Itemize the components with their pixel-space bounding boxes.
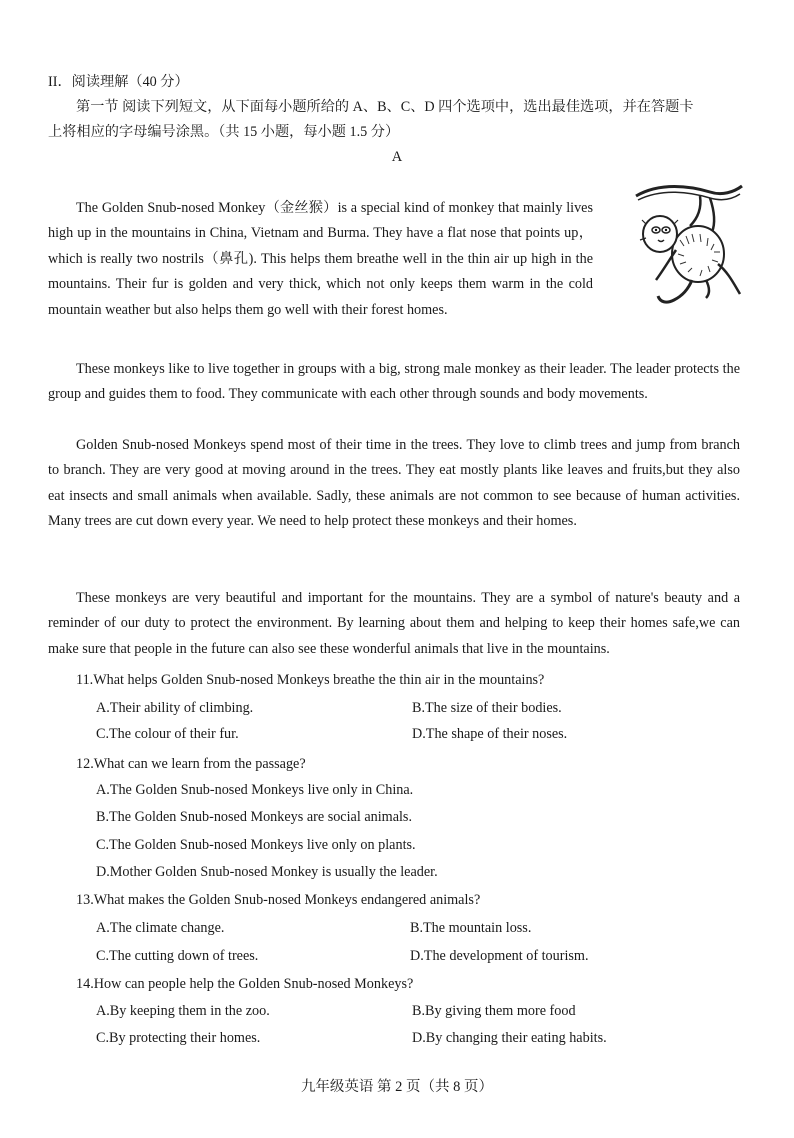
question-13-option-b[interactable]: B.The mountain loss. (410, 920, 532, 936)
question-11-option-a[interactable]: A.Their ability of climbing. (96, 700, 254, 716)
paragraph-1-text: The Golden Snub-nosed Monkey（金丝猴）is a special kind of monkey that mainly lives high up in the mountains in China, Vietnam and Burma. They have a flat nose that points up， which is really two nostrils（鼻孔). This helps them breathe well in the thin air up high in the mountains. Their fur is golden and very thick, which not only keeps them warm in the cold mountain weather but also helps them go well with their forest homes. (48, 200, 593, 318)
question-14-option-d[interactable]: D.By changing their eating habits. (412, 1030, 607, 1046)
section-heading: II．阅读理解（40 分） (48, 74, 189, 90)
paragraph-3-text: Golden Snub-nosed Monkeys spend most of their time in the trees. They love to climb trees and jump from branch to branch. They are very good at moving around in the trees. They eat mostly plants like leaves and fruits,but they also eat insects and small animals when available. Sadly, these animals are not common to see because of human activities. Many trees are cut down every year. We need to help protect these monkeys and their homes. (48, 437, 740, 530)
monkey-illustration (630, 180, 746, 306)
question-11-stem: 11.What helps Golden Snub-nosed Monkeys breathe the thin air in the mountains? (76, 672, 545, 688)
question-13-option-a[interactable]: A.The climate change. (96, 920, 225, 936)
paragraph-2-text: These monkeys like to live together in groups with a big, strong male monkey as their leader. The leader protects the group and guides them to food. They communicate with each other through sounds and body movements. (48, 361, 740, 403)
passage-paragraph-1 (48, 196, 593, 323)
question-14-option-a[interactable]: A.By keeping them in the zoo. (96, 1003, 270, 1019)
question-12-option-a[interactable]: A.The Golden Snub-nosed Monkeys live only in China. (96, 782, 414, 798)
question-12-option-b[interactable]: B.The Golden Snub-nosed Monkeys are social animals. (96, 809, 413, 825)
question-11-option-b[interactable]: B.The size of their bodies. (412, 700, 562, 716)
passage-paragraph-3 (48, 433, 740, 535)
question-13-option-d[interactable]: D.The development of tourism. (410, 948, 589, 964)
passage-label: A (391, 149, 403, 165)
question-13-stem: 13.What makes the Golden Snub-nosed Monkeys endangered animals? (76, 892, 481, 908)
question-14-stem: 14.How can people help the Golden Snub-nosed Monkeys? (76, 976, 414, 992)
question-14-option-c[interactable]: C.By protecting their homes. (96, 1030, 261, 1046)
instruction-line-1: 第一节 阅读下列短文，从下面每小题所给的 A、B、C、D 四个选项中，选出最佳选项，并在答题卡 (76, 99, 694, 115)
passage-paragraph-4 (48, 586, 740, 662)
question-12-stem: 12.What can we learn from the passage? (76, 756, 306, 772)
paragraph-4-text: These monkeys are very beautiful and important for the mountains. They are a symbol of nature's beauty and a reminder of our duty to protect the environment. By learning about them and helping to keep their homes safe,we can make sure that people in the future can also see these wonderful animals that live in the mountains. (48, 590, 740, 657)
question-11-option-d[interactable]: D.The shape of their noses. (412, 726, 568, 742)
page-footer: 九年级英语 第 2 页（共 8 页） (300, 1079, 494, 1095)
question-11-option-c[interactable]: C.The colour of their fur. (96, 726, 239, 742)
question-14-option-b[interactable]: B.By giving them more food (412, 1003, 576, 1019)
question-13-option-c[interactable]: C.The cutting down of trees. (96, 948, 259, 964)
instruction-line-2: 上将相应的字母编号涂黑。（共 15 小题，每小题 1.5 分） (48, 124, 400, 140)
question-12-option-d[interactable]: D.Mother Golden Snub-nosed Monkey is usually the leader. (96, 864, 438, 880)
question-12-option-c[interactable]: C.The Golden Snub-nosed Monkeys live only on plants. (96, 837, 416, 853)
passage-paragraph-2 (48, 357, 740, 408)
